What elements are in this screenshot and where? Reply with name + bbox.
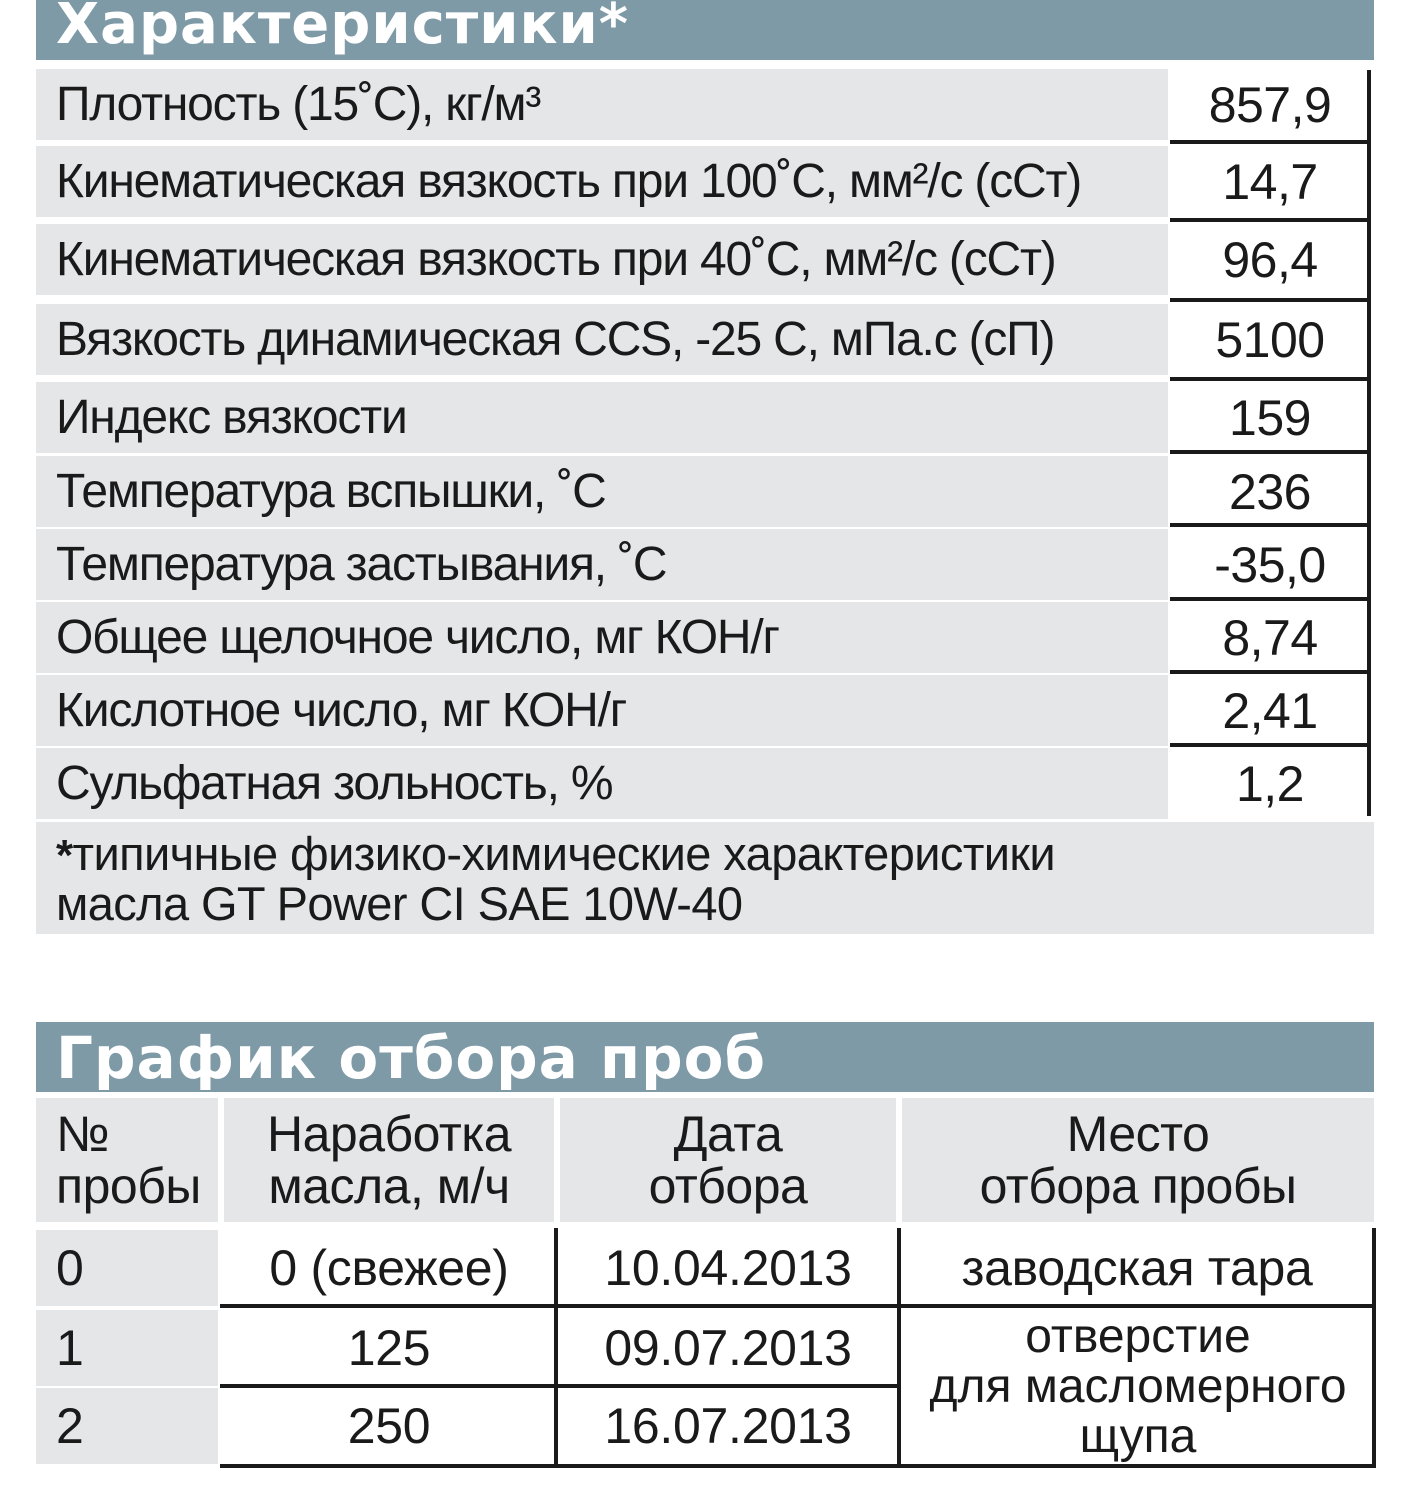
footnote-line-1: типичные физико-химические характеристики — [72, 827, 1056, 880]
sample-number: 2 — [36, 1388, 218, 1464]
row-divider — [220, 1384, 900, 1388]
column-header-sample-number: № пробы — [36, 1098, 218, 1222]
property-label: Вязкость динамическая CCS, -25 С, мПа.с (сП) — [36, 304, 1168, 375]
column-header-sample-date: Дата отбора — [560, 1098, 896, 1222]
property-value: 8,74 — [1222, 609, 1318, 666]
property-row — [36, 748, 1374, 819]
row-divider — [1170, 670, 1371, 674]
property-label: Кинематическая вязкость при 40˚С, мм²/с (сСт) — [36, 224, 1168, 295]
property-label: Сульфатная зольность, % — [36, 748, 1168, 819]
property-label: Кинематическая вязкость при 100˚С, мм²/с (сСт) — [36, 146, 1168, 217]
sampling-title: График отбора проб — [56, 1024, 766, 1092]
property-row — [36, 224, 1374, 295]
row-divider — [1170, 450, 1371, 454]
row-divider — [1170, 743, 1371, 747]
property-row — [36, 69, 1374, 140]
property-row — [36, 456, 1374, 527]
sample-date-cell: 16.07.2013 — [604, 1398, 852, 1454]
sample-date-cell: 10.04.2013 — [604, 1240, 852, 1296]
property-value: 857,9 — [1208, 76, 1332, 133]
property-label: Индекс вязкости — [36, 382, 1168, 453]
property-label: Плотность (15˚С), кг/м³ — [36, 69, 1168, 140]
sample-place-cell: заводская тара — [961, 1240, 1313, 1296]
property-value: 1,2 — [1235, 755, 1304, 812]
value-column-border — [1367, 70, 1371, 816]
footnote-asterisk: * — [56, 831, 73, 880]
row-divider — [220, 1304, 1376, 1308]
sample-date-cell: 09.07.2013 — [604, 1320, 852, 1376]
sample-number: 1 — [36, 1310, 218, 1386]
row-divider — [1170, 597, 1371, 601]
characteristics-title: Характеристики* — [56, 0, 630, 57]
table-right-border — [1372, 1228, 1376, 1468]
oil-hours-cell: 125 — [347, 1320, 431, 1376]
property-value: 96,4 — [1222, 231, 1318, 288]
property-row — [36, 146, 1374, 217]
footnote — [36, 822, 1374, 934]
property-value: 236 — [1229, 463, 1311, 520]
footnote-line-2: масла GT Power CI SAE 10W-40 — [56, 877, 743, 930]
row-divider — [1170, 523, 1371, 527]
table-bottom-border — [220, 1464, 1376, 1468]
row-divider — [1170, 218, 1371, 222]
property-row — [36, 675, 1374, 746]
row-divider — [1170, 298, 1371, 302]
property-row — [36, 304, 1374, 375]
column-header-sample-place: Место отбора пробы — [902, 1098, 1374, 1222]
sample-place-cell-merged: отверстие для масломерного щупа — [929, 1310, 1347, 1463]
characteristics-header — [36, 0, 1374, 60]
property-value: 5100 — [1215, 311, 1325, 368]
oil-hours-cell: 0 (свежее) — [269, 1240, 509, 1296]
row-divider — [1170, 377, 1371, 381]
property-value: 2,41 — [1222, 682, 1318, 739]
column-divider — [897, 1228, 901, 1468]
property-row — [36, 529, 1374, 600]
column-divider — [554, 1228, 558, 1468]
property-row — [36, 602, 1374, 673]
sampling-header — [36, 1022, 1374, 1092]
property-value: -35,0 — [1214, 536, 1326, 593]
property-label: Общее щелочное число, мг КОН/г — [36, 602, 1168, 673]
oil-hours-cell: 250 — [347, 1398, 431, 1454]
property-value: 14,7 — [1222, 153, 1318, 210]
row-divider — [1170, 140, 1371, 144]
property-label: Температура застывания, ˚С — [36, 529, 1168, 600]
column-header-oil-hours: Наработка масла, м/ч — [224, 1098, 554, 1222]
property-label: Температура вспышки, ˚С — [36, 456, 1168, 527]
property-value: 159 — [1229, 389, 1311, 446]
property-row — [36, 382, 1374, 453]
property-label: Кислотное число, мг КОН/г — [36, 675, 1168, 746]
sample-number: 0 — [36, 1230, 218, 1306]
